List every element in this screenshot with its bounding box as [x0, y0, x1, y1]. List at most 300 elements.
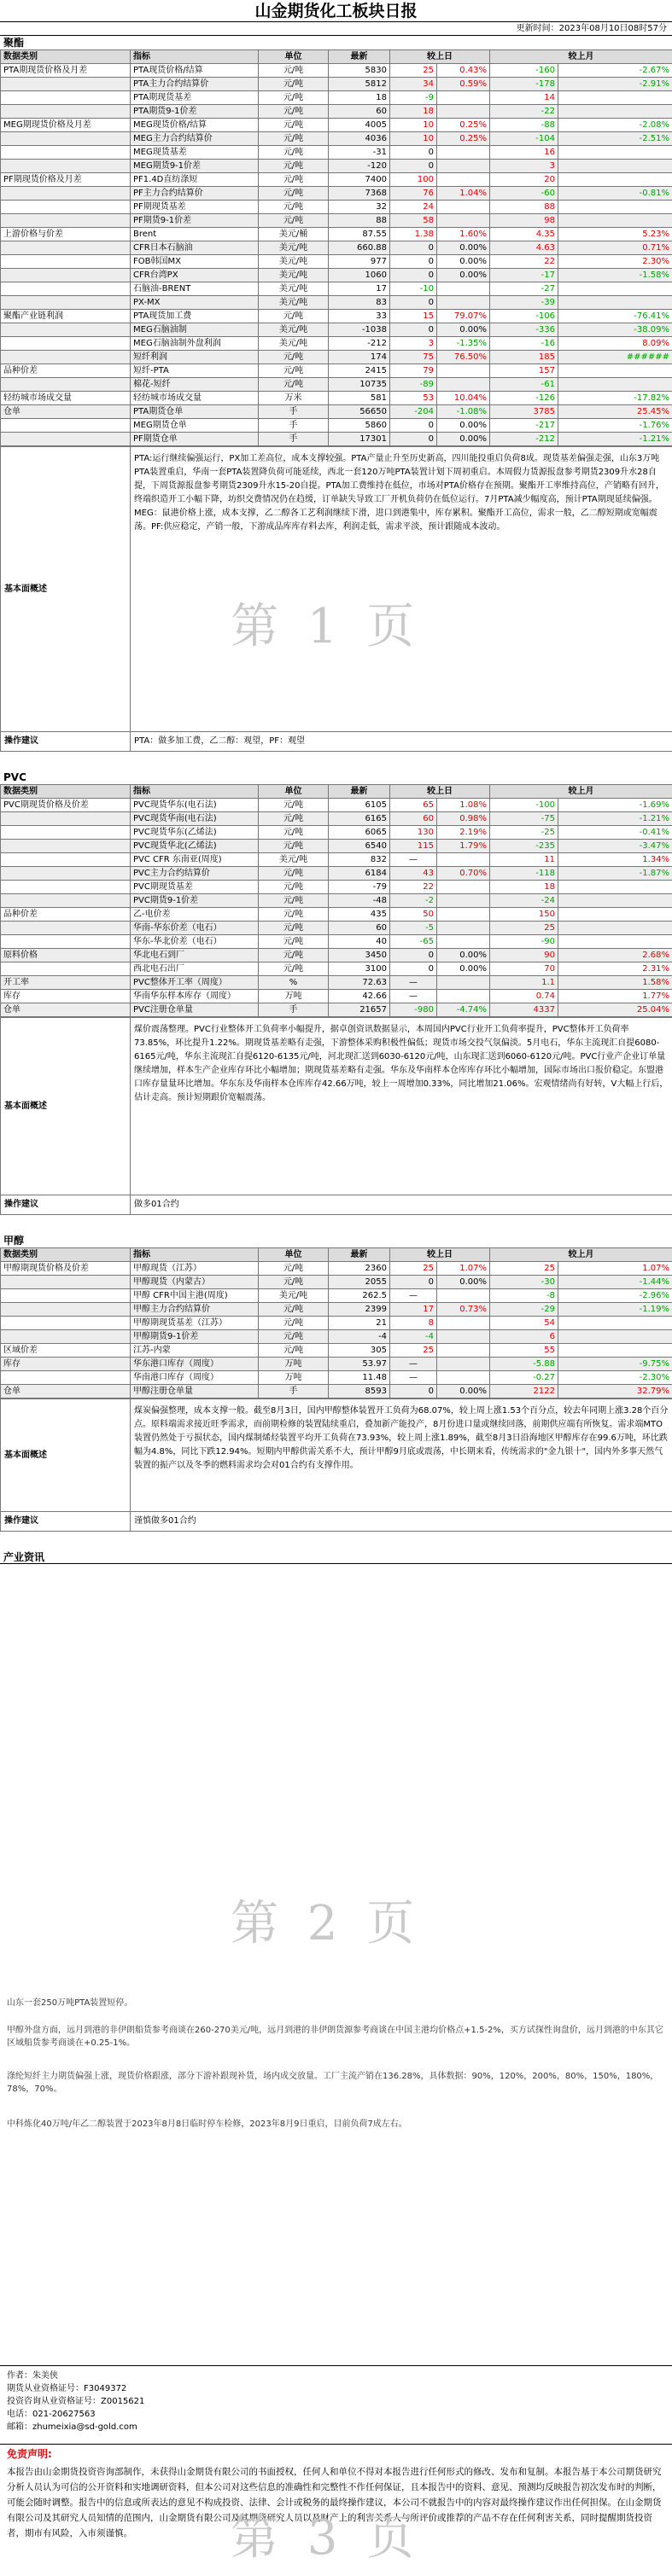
day-change-pct-cell: 0.25%: [437, 119, 490, 132]
day-change-cell: 60: [390, 812, 437, 826]
unit-cell: 元/吨: [259, 1276, 329, 1289]
day-change-pct-cell: 0.70%: [437, 867, 490, 881]
table-row: [1, 867, 672, 881]
unit-cell: 美元/吨: [259, 853, 329, 867]
latest-cell: 72.63: [329, 976, 390, 990]
table-row: [1, 405, 672, 419]
month-change-pct-cell: [558, 1344, 672, 1358]
month-change-cell: -22: [490, 105, 558, 119]
day-change-pct-cell: 1.08%: [437, 799, 490, 812]
indicator-cell: 华南华东样本库存（周度）: [131, 990, 259, 1003]
day-change-cell: 34: [390, 78, 437, 91]
latest-cell: 2399: [329, 1303, 390, 1317]
indicator-cell: MEG期货仓单: [131, 419, 259, 433]
unit-cell: 手: [259, 419, 329, 433]
unit-cell: 元/吨: [259, 840, 329, 853]
news-item: 甲醇外盘方面，远月到港的非伊朗船货参考商谈在260-270美元/吨，远月到港的非伊朗货源参考商谈在中国主港均价格点+1.5-2%，买方试探性询盘价，远月到港的中东其它区域船货参考商谈在+0.25-1%。: [7, 2026, 663, 2048]
day-change-cell: 0: [390, 1276, 437, 1289]
month-change-pct-cell: -2.67%: [558, 64, 672, 78]
unit-cell: 美元/吨: [259, 1289, 329, 1303]
month-change-cell: -16: [490, 337, 558, 351]
month-change-cell: 98: [490, 214, 558, 228]
unit-cell: 元/吨: [259, 364, 329, 378]
col-vs-prev-day: 较上日: [390, 1248, 490, 1262]
day-change-pct-cell: [437, 990, 490, 1003]
latest-cell: 33: [329, 310, 390, 323]
section-title-news: 产业资讯: [0, 1550, 672, 1564]
table-row: [1, 881, 672, 894]
table-row: [1, 433, 672, 446]
month-change-pct-cell: 1.34%: [558, 853, 672, 867]
indicator-cell: PF期货9-1价差: [131, 214, 259, 228]
category-cell: MEG期现货价格及月差: [1, 119, 131, 132]
polyester-table: [0, 49, 672, 446]
unit-cell: 元/吨: [259, 949, 329, 962]
category-cell: 轻纺城市场成交量: [1, 392, 131, 405]
indicator-cell: PVC期现货基差: [131, 881, 259, 894]
category-cell: [1, 1371, 131, 1385]
day-change-cell: 25: [390, 64, 437, 78]
category-cell: [1, 1330, 131, 1344]
indicator-cell: 甲醇现货（江苏）: [131, 1262, 259, 1276]
month-change-pct-cell: -17.82%: [558, 392, 672, 405]
day-change-cell: -65: [390, 935, 437, 949]
indicator-cell: PF期货仓单: [131, 433, 259, 446]
day-change-cell: 15: [390, 310, 437, 323]
advice-text: 做多01合约: [131, 1195, 672, 1215]
table-row: [1, 799, 672, 812]
unit-cell: 万吨: [259, 1371, 329, 1385]
month-change-pct-cell: -1.76%: [558, 419, 672, 433]
watermark-page-2: 第 2 页: [231, 1896, 422, 1951]
table-row: [1, 132, 672, 146]
category-cell: [1, 881, 131, 894]
unit-cell: 元/吨: [259, 1262, 329, 1276]
month-change-pct-cell: [558, 105, 672, 119]
indicator-cell: PVC现货华北(乙烯法): [131, 840, 259, 853]
indicator-cell: PTA期现货基差: [131, 91, 259, 105]
table-row: [1, 962, 672, 976]
category-cell: [1, 826, 131, 840]
month-change-pct-cell: -0.81%: [558, 187, 672, 201]
month-change-pct-cell: -38.09%: [558, 323, 672, 337]
month-change-pct-cell: [558, 146, 672, 160]
indicator-cell: 华北电石到厂: [131, 949, 259, 962]
day-change-pct-cell: [437, 894, 490, 908]
category-cell: [1, 337, 131, 351]
table-row: [1, 146, 672, 160]
category-cell: [1, 146, 131, 160]
month-change-cell: -29: [490, 1303, 558, 1317]
month-change-cell: -75: [490, 812, 558, 826]
latest-cell: 87.55: [329, 228, 390, 241]
month-change-pct-cell: [558, 282, 672, 296]
month-change-cell: -212: [490, 433, 558, 446]
table-row: [1, 160, 672, 173]
day-change-pct-cell: 0.73%: [437, 1303, 490, 1317]
category-cell: [1, 187, 131, 201]
month-change-cell: 150: [490, 908, 558, 922]
indicator-cell: PF期现货基差: [131, 201, 259, 214]
table-header: [1, 785, 672, 799]
month-change-pct-cell: -9.75%: [558, 1358, 672, 1371]
unit-cell: 元/吨: [259, 91, 329, 105]
polyester-rows: [1, 64, 672, 446]
author-block: [0, 2365, 672, 2434]
month-change-pct-cell: -1.58%: [558, 269, 672, 282]
month-change-cell: -100: [490, 799, 558, 812]
unit-cell: 手: [259, 405, 329, 419]
day-change-pct-cell: 0.00%: [437, 269, 490, 282]
day-change-pct-cell: [437, 1330, 490, 1344]
day-change-cell: -89: [390, 378, 437, 392]
latest-cell: 83: [329, 296, 390, 310]
latest-cell: -48: [329, 894, 390, 908]
day-change-cell: -980: [390, 1003, 437, 1017]
month-change-cell: 3: [490, 160, 558, 173]
month-change-cell: 6: [490, 1330, 558, 1344]
day-change-pct-cell: [437, 378, 490, 392]
unit-cell: 元/吨: [259, 1303, 329, 1317]
table-row: [1, 105, 672, 119]
category-cell: [1, 282, 131, 296]
category-cell: [1, 105, 131, 119]
latest-cell: 6065: [329, 826, 390, 840]
indicator-cell: PVC现货华南(电石法): [131, 812, 259, 826]
day-change-cell: 115: [390, 840, 437, 853]
table-row: [1, 1289, 672, 1303]
latest-cell: 7368: [329, 187, 390, 201]
latest-cell: 2055: [329, 1276, 390, 1289]
day-change-pct-cell: [437, 160, 490, 173]
table-row: [1, 976, 672, 990]
unit-cell: 元/吨: [259, 201, 329, 214]
table-row: [1, 64, 672, 78]
month-change-pct-cell: -2.91%: [558, 78, 672, 91]
col-unit: 单位: [259, 1248, 329, 1262]
day-change-cell: —: [390, 990, 437, 1003]
category-cell: 原料价格: [1, 949, 131, 962]
indicator-cell: 棉花-短纤: [131, 378, 259, 392]
day-change-cell: 0: [390, 433, 437, 446]
latest-cell: 305: [329, 1344, 390, 1358]
month-change-pct-cell: 2.30%: [558, 255, 672, 269]
indicator-cell: PTA期货9-1价差: [131, 105, 259, 119]
col-category: 数据类别: [1, 1248, 131, 1262]
day-change-cell: 25: [390, 1344, 437, 1358]
month-change-pct-cell: 25.45%: [558, 405, 672, 419]
unit-cell: 手: [259, 1385, 329, 1398]
table-row: [1, 323, 672, 337]
month-change-pct-cell: -1.87%: [558, 867, 672, 881]
col-vs-prev-month: 较上月: [490, 1248, 672, 1262]
unit-cell: 美元/吨: [259, 323, 329, 337]
month-change-cell: 4337: [490, 1003, 558, 1017]
category-cell: 甲醇期现货价格及价差: [1, 1262, 131, 1276]
latest-cell: 60: [329, 105, 390, 119]
category-cell: [1, 1276, 131, 1289]
indicator-cell: PVC整体开工率（周度）: [131, 976, 259, 990]
day-change-pct-cell: 0.00%: [437, 255, 490, 269]
watermark-page-3: 第 3 页: [231, 2510, 422, 2566]
day-change-pct-cell: 0.00%: [437, 433, 490, 446]
latest-cell: 17301: [329, 433, 390, 446]
indicator-cell: FOB韩国MX: [131, 255, 259, 269]
latest-cell: 832: [329, 853, 390, 867]
indicator-cell: MEG期货9-1价差: [131, 160, 259, 173]
category-cell: 开工率: [1, 976, 131, 990]
category-cell: [1, 91, 131, 105]
latest-cell: 21657: [329, 1003, 390, 1017]
table-row: [1, 922, 672, 935]
day-change-cell: -9: [390, 91, 437, 105]
update-time: 更新时间：2023年08月10日08时57分: [0, 22, 672, 36]
table-row: [1, 337, 672, 351]
category-cell: PTA期现货价格及月差: [1, 64, 131, 78]
category-cell: PF期现货价格及月差: [1, 173, 131, 187]
month-change-pct-cell: -0.41%: [558, 826, 672, 840]
unit-cell: 元/吨: [259, 78, 329, 91]
month-change-cell: 25: [490, 1262, 558, 1276]
indicator-cell: 乙-电价差: [131, 908, 259, 922]
table-row: [1, 1262, 672, 1276]
unit-cell: 元/吨: [259, 378, 329, 392]
indicator-cell: PVC CFR 东南亚(周度): [131, 853, 259, 867]
month-change-pct-cell: -1.69%: [558, 799, 672, 812]
day-change-pct-cell: 1.07%: [437, 1262, 490, 1276]
latest-cell: 42.66: [329, 990, 390, 1003]
category-cell: [1, 255, 131, 269]
pvc-summary: [0, 1017, 672, 1215]
category-cell: [1, 351, 131, 364]
month-change-cell: -160: [490, 64, 558, 78]
col-vs-prev-day: 较上日: [390, 50, 490, 64]
latest-cell: -120: [329, 160, 390, 173]
month-change-pct-cell: [558, 91, 672, 105]
month-change-cell: -0.27: [490, 1371, 558, 1385]
day-change-cell: 79: [390, 364, 437, 378]
summary-text: PTA:运行继续偏强运行，PX加工差高位，成本支撑较强。PTA产量止升至历史新高，四川能投重启负荷8成。现货基差偏强走强，山东3万吨PTA装置重启，华南一套PTA装置降负荷可能延续，西北一套120万吨PTA装置计划下周初重启。本周假力货源报盘参考期货2309升水28自提，下周货源报盘参考期货2309升水15-20自提。PTA加工费维持在低位，市场对PTA价格存在预期。聚酯开工率维持高位，产销略有回升，终端织造开工小幅下降，坊织交费情况仍在趋缓，订单缺失导致工厂开机负荷仍在低位运行。7月PTA减少幅度高，预计PTA期现延续偏强。MEG：鼠港价格上涨，成本支撑，乙二醇各工艺利润继续下滑，进口到港集中，库存累积。聚酯开工高位，需求一般，乙二醇短期或宽幅震荡。PF:供应稳定，产销一般，下游成品库库存料去库，利润走低，需求平淡，预计跟随成本波动。: [131, 447, 672, 732]
indicator-cell: PVC主力合约结算价: [131, 867, 259, 881]
indicator-cell: 石脑油-BRENT: [131, 282, 259, 296]
table-row: [1, 1317, 672, 1330]
day-change-cell: 0: [390, 269, 437, 282]
latest-cell: 174: [329, 351, 390, 364]
col-latest: 最新: [329, 1248, 390, 1262]
table-row: [1, 282, 672, 296]
day-change-pct-cell: [437, 908, 490, 922]
day-change-pct-cell: [437, 91, 490, 105]
latest-cell: 6105: [329, 799, 390, 812]
month-change-cell: 18: [490, 881, 558, 894]
table-row: [1, 894, 672, 908]
day-change-pct-cell: [437, 1344, 490, 1358]
month-change-pct-cell: [558, 908, 672, 922]
table-row: [1, 908, 672, 922]
month-change-pct-cell: 1.58%: [558, 976, 672, 990]
month-change-cell: -61: [490, 378, 558, 392]
day-change-cell: 58: [390, 214, 437, 228]
indicator-cell: 华南-华东价差（电石）: [131, 922, 259, 935]
advice-text: 谨慎做多01合约: [131, 1512, 672, 1532]
indicator-cell: PVC注册仓单量: [131, 1003, 259, 1017]
author-phone: 电话：021-20627563: [7, 2410, 96, 2419]
summary-label: 基本面概述: [1, 447, 131, 732]
month-change-cell: 55: [490, 1344, 558, 1358]
month-change-cell: 4.35: [490, 228, 558, 241]
latest-cell: 8593: [329, 1385, 390, 1398]
unit-cell: 万吨: [259, 1358, 329, 1371]
indicator-cell: 轻纺城市场成交量: [131, 392, 259, 405]
table-row: [1, 1344, 672, 1358]
month-change-cell: -90: [490, 935, 558, 949]
pvc-table: [0, 784, 672, 1017]
month-change-cell: -39: [490, 296, 558, 310]
category-cell: [1, 296, 131, 310]
latest-cell: 435: [329, 908, 390, 922]
day-change-cell: -204: [390, 405, 437, 419]
day-change-pct-cell: -1.08%: [437, 405, 490, 419]
month-change-pct-cell: -76.41%: [558, 310, 672, 323]
day-change-cell: 130: [390, 826, 437, 840]
table-row: [1, 826, 672, 840]
day-change-cell: 0: [390, 419, 437, 433]
month-change-cell: 157: [490, 364, 558, 378]
month-change-cell: 16: [490, 146, 558, 160]
table-row: [1, 1303, 672, 1317]
day-change-cell: 3: [390, 337, 437, 351]
day-change-pct-cell: [437, 976, 490, 990]
month-change-pct-cell: -1.21%: [558, 812, 672, 826]
unit-cell: 美元/吨: [259, 337, 329, 351]
day-change-pct-cell: [437, 1317, 490, 1330]
summary-label: 基本面概述: [1, 1018, 131, 1195]
day-change-cell: 1.38: [390, 228, 437, 241]
latest-cell: 11.48: [329, 1371, 390, 1385]
category-cell: 仓单: [1, 1385, 131, 1398]
indicator-cell: CFR台湾PX: [131, 269, 259, 282]
day-change-cell: —: [390, 976, 437, 990]
author-consult-license: 投资咨询从业资格证号：Z0015621: [7, 2397, 145, 2406]
day-change-pct-cell: [437, 282, 490, 296]
day-change-pct-cell: 0.00%: [437, 241, 490, 255]
month-change-cell: 14: [490, 91, 558, 105]
category-cell: [1, 132, 131, 146]
news-item: 涤纶短纤主力期货偏强上涨，现货价格跟涨，部分下游补跟现补货，场内成交放量。工厂主流产销在136.28%，具体数据：90%，120%，200%，80%，150%，180%，78%，70%。: [7, 2072, 659, 2094]
methanol-rows: [1, 1262, 672, 1398]
table-row: [1, 351, 672, 364]
unit-cell: 元/吨: [259, 1330, 329, 1344]
latest-cell: 5860: [329, 419, 390, 433]
category-cell: 库存: [1, 1358, 131, 1371]
latest-cell: 660.88: [329, 241, 390, 255]
month-change-cell: -106: [490, 310, 558, 323]
indicator-cell: 江苏-内蒙: [131, 1344, 259, 1358]
day-change-pct-cell: 0.59%: [437, 78, 490, 91]
category-cell: [1, 935, 131, 949]
latest-cell: 5812: [329, 78, 390, 91]
advice-text: PTA：做多加工费，乙二醇：观望，PF：观望: [131, 732, 672, 752]
indicator-cell: PF1.4D直纺涤短: [131, 173, 259, 187]
month-change-pct-cell: 25.04%: [558, 1003, 672, 1017]
day-change-cell: -5: [390, 922, 437, 935]
disclaimer-title: 免责声明:: [7, 2448, 52, 2460]
table-row: [1, 310, 672, 323]
month-change-cell: 2122: [490, 1385, 558, 1398]
indicator-cell: MEG现货价格/结算: [131, 119, 259, 132]
month-change-pct-cell: [558, 935, 672, 949]
day-change-cell: 0: [390, 962, 437, 976]
unit-cell: 元/吨: [259, 867, 329, 881]
indicator-cell: PTA现货价格/结算: [131, 64, 259, 78]
month-change-pct-cell: ######: [558, 351, 672, 364]
indicator-cell: 甲醇期货9-1价差: [131, 1330, 259, 1344]
latest-cell: 60: [329, 922, 390, 935]
month-change-cell: -336: [490, 323, 558, 337]
latest-cell: 1060: [329, 269, 390, 282]
unit-cell: 元/吨: [259, 962, 329, 976]
day-change-cell: 65: [390, 799, 437, 812]
unit-cell: 元/吨: [259, 881, 329, 894]
day-change-pct-cell: 76.50%: [437, 351, 490, 364]
unit-cell: 元/吨: [259, 1317, 329, 1330]
day-change-cell: 0: [390, 296, 437, 310]
day-change-pct-cell: 2.19%: [437, 826, 490, 840]
category-cell: [1, 433, 131, 446]
table-row: [1, 419, 672, 433]
unit-cell: 手: [259, 1003, 329, 1017]
month-change-cell: -235: [490, 840, 558, 853]
table-row: [1, 255, 672, 269]
month-change-cell: -27: [490, 282, 558, 296]
indicator-cell: 短纤-PTA: [131, 364, 259, 378]
table-row: [1, 990, 672, 1003]
day-change-pct-cell: [437, 214, 490, 228]
category-cell: [1, 378, 131, 392]
month-change-pct-cell: [558, 1330, 672, 1344]
category-cell: 品种价差: [1, 364, 131, 378]
day-change-cell: 43: [390, 867, 437, 881]
month-change-pct-cell: [558, 173, 672, 187]
day-change-pct-cell: [437, 296, 490, 310]
day-change-pct-cell: 0.00%: [437, 962, 490, 976]
indicator-cell: MEG主力合约结算价: [131, 132, 259, 146]
month-change-cell: -17: [490, 269, 558, 282]
methanol-summary: [0, 1398, 672, 1532]
category-cell: [1, 241, 131, 255]
unit-cell: 元/吨: [259, 132, 329, 146]
latest-cell: 581: [329, 392, 390, 405]
indicator-cell: MEG石脑油制: [131, 323, 259, 337]
category-cell: 聚酯产业链利润: [1, 310, 131, 323]
unit-cell: 元/吨: [259, 908, 329, 922]
table-row: [1, 392, 672, 405]
indicator-cell: 华东-华北价差（电石）: [131, 935, 259, 949]
latest-cell: 6540: [329, 840, 390, 853]
month-change-pct-cell: [558, 1317, 672, 1330]
day-change-pct-cell: [437, 1371, 490, 1385]
latest-cell: 17: [329, 282, 390, 296]
day-change-pct-cell: [437, 881, 490, 894]
month-change-pct-cell: [558, 922, 672, 935]
indicator-cell: CFR日本石脑油: [131, 241, 259, 255]
news-item: 中科炼化40万吨/年乙二醇装置于2023年8月8日临时停车检修，2023年8月9日重启，目前负荷7成左右。: [7, 2120, 407, 2129]
category-cell: 品种价差: [1, 908, 131, 922]
month-change-cell: 25: [490, 922, 558, 935]
category-cell: [1, 160, 131, 173]
category-cell: 仓单: [1, 1003, 131, 1017]
month-change-cell: 54: [490, 1317, 558, 1330]
